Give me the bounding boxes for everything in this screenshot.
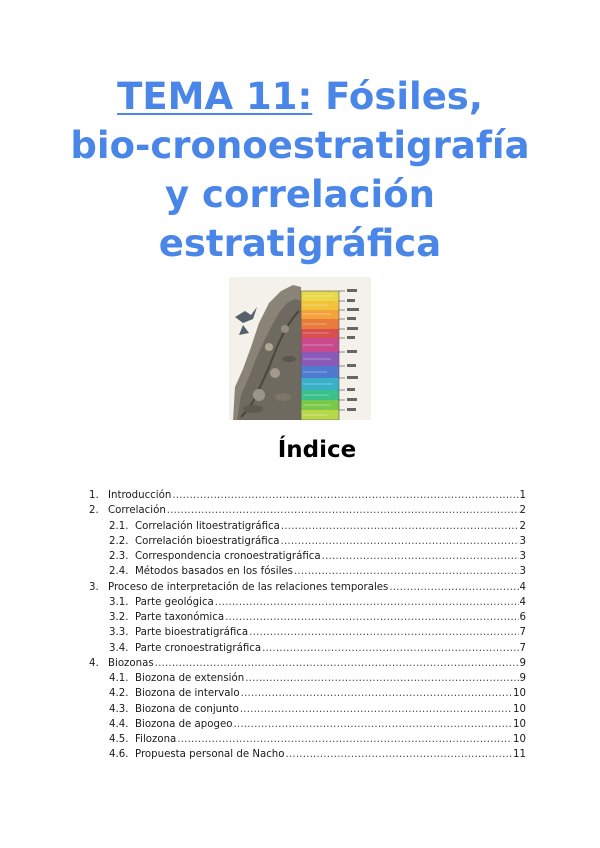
toc-entry-label: Parte geológica — [135, 596, 214, 608]
toc-entry[interactable] — [89, 488, 526, 503]
toc-entry-number: 4.3. — [109, 703, 129, 715]
toc-dot-leader — [167, 503, 519, 518]
toc-entry-number: 1. — [89, 490, 99, 501]
toc-entry-label: Parte taxonómica — [135, 612, 225, 623]
title-line-2: bio-cronoestratigrafía — [70, 124, 530, 167]
toc-entry-number: 4.4. — [109, 718, 129, 730]
toc-entry[interactable] — [89, 671, 526, 686]
toc-entry-number: 3.2. — [109, 612, 129, 623]
toc-entry-page: 3 — [519, 535, 526, 547]
toc-dot-leader — [215, 595, 519, 610]
toc-entry-number: 3.1. — [109, 596, 129, 608]
toc-entry-label: Parte cronoestratigráfica — [135, 642, 262, 654]
toc-entry-label: Correspondencia cronoestratigráfica — [135, 551, 321, 562]
toc-entry[interactable] — [89, 686, 526, 701]
time-scale-drawing — [229, 277, 371, 420]
toc-entry-label: Proceso de interpretación de las relaciones temporales — [108, 581, 389, 593]
title-line-4: estratigráfica — [158, 222, 442, 265]
toc-entry-number: 4.6. — [109, 749, 129, 761]
toc-entry[interactable] — [89, 610, 526, 625]
toc-entry-label: Biozonas — [108, 657, 154, 669]
toc-entry-page: 1 — [519, 490, 526, 501]
toc-dot-leader — [249, 625, 518, 640]
toc-entry-label: Biozona de extensión — [135, 673, 245, 684]
toc-entry-label: Biozona de intervalo — [135, 688, 240, 700]
table-of-contents — [89, 488, 526, 763]
toc-entry[interactable] — [89, 549, 526, 564]
toc-entry[interactable] — [89, 564, 526, 579]
toc-dot-leader — [245, 671, 518, 686]
title-line-3: y correlación — [165, 173, 435, 216]
toc-entry-number: 3. — [89, 581, 99, 593]
document-title — [0, 72, 600, 268]
toc-dot-leader — [262, 641, 518, 656]
toc-entry-number: 2.2. — [109, 535, 129, 547]
toc-entry-label: Correlación — [108, 505, 166, 517]
toc-entry-page: 3 — [519, 551, 526, 562]
toc-entry-number: 2.3. — [109, 551, 129, 562]
toc-dot-leader — [240, 702, 512, 717]
toc-entry[interactable] — [89, 519, 526, 534]
toc-entry-page: 7 — [519, 642, 526, 654]
toc-entry-number: 2. — [89, 505, 99, 517]
toc-entry-number: 4. — [89, 657, 99, 669]
toc-dot-leader — [172, 488, 518, 503]
toc-dot-leader — [294, 564, 519, 579]
toc-entry-page: 4 — [519, 596, 526, 608]
toc-dot-leader — [286, 747, 513, 762]
toc-entry-page: 10 — [513, 703, 526, 715]
toc-dot-leader — [389, 580, 518, 595]
toc-entry-page: 11 — [513, 749, 526, 761]
toc-entry-number: 4.2. — [109, 688, 129, 700]
geologic-time-scale-illustration — [229, 277, 371, 420]
toc-entry-number: 2.1. — [109, 520, 129, 532]
toc-entry-page: 9 — [519, 673, 526, 684]
toc-dot-leader — [233, 717, 512, 732]
toc-entry-label: Métodos basados en los fósiles — [135, 566, 293, 578]
toc-entry-label: Biozona de conjunto — [135, 703, 239, 715]
toc-entry[interactable] — [89, 625, 526, 640]
toc-entry[interactable] — [89, 641, 526, 656]
toc-entry-number: 4.1. — [109, 673, 129, 684]
toc-entry-page: 6 — [519, 612, 526, 623]
index-heading: Índice — [277, 437, 357, 463]
title-tema-label: TEMA 11: — [117, 75, 313, 118]
toc-dot-leader — [241, 686, 512, 701]
toc-entry[interactable] — [89, 580, 526, 595]
toc-entry-label: Filozona — [135, 734, 177, 745]
title-line-1 — [0, 72, 600, 121]
toc-dot-leader — [281, 534, 519, 549]
toc-entry-page: 9 — [519, 657, 526, 669]
toc-entry[interactable] — [89, 534, 526, 549]
toc-entry-label: Correlación bioestratigráfica — [135, 535, 280, 547]
toc-entry-label: Propuesta personal de Nacho — [135, 749, 285, 761]
toc-entry-page: 10 — [513, 734, 526, 745]
toc-entry[interactable] — [89, 702, 526, 717]
toc-entry-number: 3.3. — [109, 627, 129, 639]
toc-entry-page: 2 — [519, 520, 526, 532]
toc-entry-page: 10 — [513, 688, 526, 700]
toc-dot-leader — [322, 549, 519, 564]
toc-entry-label: Introducción — [108, 490, 172, 501]
toc-entry-label: Biozona de apogeo — [135, 718, 233, 730]
toc-entry[interactable] — [89, 747, 526, 762]
toc-dot-leader — [281, 519, 519, 534]
toc-entry[interactable] — [89, 732, 526, 747]
toc-entry-page: 4 — [519, 581, 526, 593]
title-line-1-rest: Fósiles, — [312, 75, 483, 118]
toc-entry-number: 4.5. — [109, 734, 129, 745]
toc-entry-page: 7 — [519, 627, 526, 639]
toc-entry[interactable] — [89, 656, 526, 671]
toc-entry-page: 10 — [513, 718, 526, 730]
toc-dot-leader — [225, 610, 518, 625]
toc-entry-number: 3.4. — [109, 642, 129, 654]
toc-entry[interactable] — [89, 503, 526, 518]
toc-dot-leader — [155, 656, 519, 671]
toc-entry-number: 2.4. — [109, 566, 129, 578]
toc-entry-page: 2 — [519, 505, 526, 517]
toc-dot-leader — [177, 732, 512, 747]
toc-entry-label: Correlación litoestratigráfica — [135, 520, 280, 532]
toc-entry[interactable] — [89, 595, 526, 610]
toc-entry[interactable] — [89, 717, 526, 732]
toc-entry-label: Parte bioestratigráfica — [135, 627, 249, 639]
toc-entry-page: 3 — [519, 566, 526, 578]
